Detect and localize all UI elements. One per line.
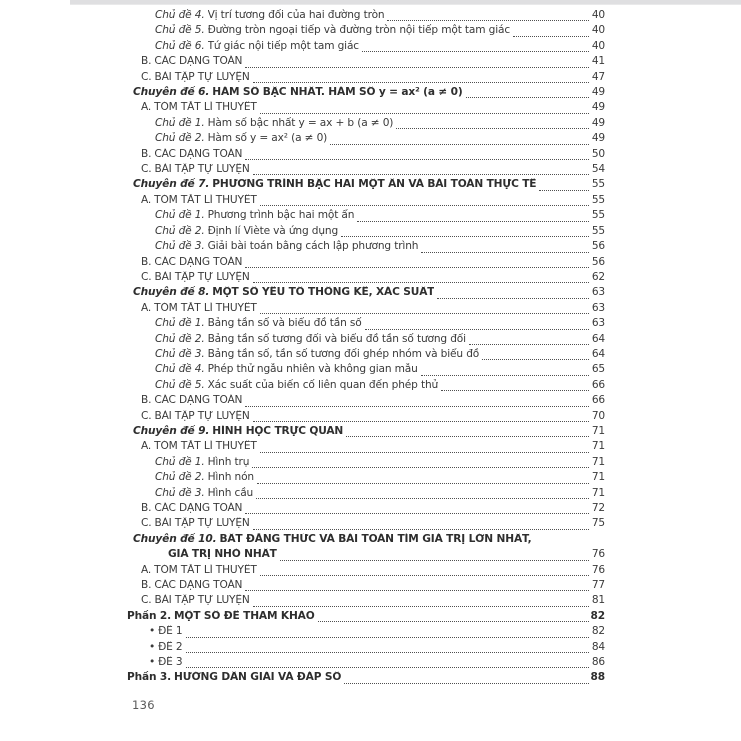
dotted-leader bbox=[260, 302, 589, 317]
dotted-leader bbox=[280, 548, 589, 563]
dotted-leader bbox=[260, 194, 589, 209]
toc-entry bbox=[127, 286, 605, 301]
toc-entry-title: Đường tròn ngoại tiếp và đường tròn nội tiếp một tam giác bbox=[207, 24, 511, 37]
footer-page-number: 136 bbox=[132, 698, 155, 712]
toc-entry bbox=[127, 317, 605, 332]
dotted-leader bbox=[396, 117, 589, 132]
dotted-leader bbox=[253, 410, 589, 425]
toc-entry bbox=[127, 333, 605, 348]
toc-entry-title: Bảng tần số, tần số tương đối ghép nhóm và biểu đồ bbox=[207, 347, 480, 360]
toc-entry-label: A. bbox=[141, 193, 152, 206]
toc-entry-page-number: 55 bbox=[591, 178, 605, 191]
toc-entry bbox=[127, 163, 605, 178]
toc-entry-label: Phần 3. bbox=[127, 671, 172, 684]
toc-entry bbox=[127, 656, 605, 671]
dotted-leader bbox=[186, 641, 589, 656]
toc-entry-title: ĐỀ 1 bbox=[158, 625, 183, 638]
toc-entry-title: BẤT ĐẲNG THỨC VÀ BÀI TOÁN TÌM GIÁ TRỊ LỚN NHẤT, bbox=[219, 532, 532, 545]
toc-entry-page-number: 40 bbox=[591, 39, 605, 52]
toc-entry-title: CÁC DẠNG TOÁN bbox=[154, 502, 243, 514]
toc-entry-label: Chủ đề 2. bbox=[155, 224, 205, 237]
dotted-leader bbox=[365, 317, 589, 332]
toc-entry-label: Chủ đề 3. bbox=[155, 347, 205, 360]
toc-entry bbox=[127, 363, 605, 378]
dotted-leader bbox=[421, 363, 589, 378]
toc-entry bbox=[127, 502, 605, 517]
toc-entry-label: A. bbox=[141, 440, 152, 453]
toc-entry-page-number: 76 bbox=[591, 548, 605, 561]
toc-entry-page-number: 75 bbox=[591, 517, 605, 530]
toc-entry bbox=[127, 471, 605, 486]
toc-entry bbox=[127, 517, 605, 532]
toc-entry bbox=[127, 641, 605, 656]
toc-entry-page-number: 86 bbox=[591, 656, 605, 669]
toc-entry bbox=[127, 440, 605, 455]
toc-entry-title: CÁC DẠNG TOÁN bbox=[154, 579, 243, 592]
toc-entry bbox=[127, 194, 605, 209]
toc-entry-page-number: 77 bbox=[591, 579, 605, 592]
dotted-leader bbox=[362, 40, 589, 55]
toc-entry-page-number: 41 bbox=[591, 55, 605, 68]
toc-entry-title: Hình cầu bbox=[207, 486, 254, 499]
dotted-leader bbox=[318, 610, 589, 625]
dotted-leader bbox=[253, 71, 589, 86]
toc-entry-label: Chủ đề 6. bbox=[155, 39, 205, 52]
dotted-leader bbox=[186, 656, 589, 671]
toc-entry-label: Phần 2. bbox=[127, 609, 172, 622]
toc-entry-page-number: 54 bbox=[591, 163, 605, 176]
toc-entry-title: Bảng tần số tương đối và biểu đồ tần số tương đối bbox=[207, 332, 466, 345]
toc-entry-title: HƯỚNG DẪN GIẢI VÀ ĐÁP SỐ bbox=[174, 671, 342, 684]
dotted-leader bbox=[245, 394, 589, 409]
toc-entry-title: GIÁ TRỊ NHỎ NHẤT bbox=[168, 548, 277, 561]
toc-entry-title: Định lí Viète và ứng dụng bbox=[207, 224, 339, 237]
dotted-leader bbox=[186, 625, 589, 640]
toc-entry-label: B. bbox=[141, 55, 152, 68]
toc-entry bbox=[127, 302, 605, 317]
dotted-leader bbox=[256, 487, 589, 502]
toc-entry bbox=[127, 9, 605, 24]
toc-entry-title: MỘT SỐ YẾU TỐ THỐNG KÊ, XÁC SUẤT bbox=[212, 286, 435, 299]
toc-entry-title: Bảng tần số và biểu đồ tần số bbox=[207, 317, 362, 330]
toc-entry-label: Chủ đề 1. bbox=[155, 209, 205, 222]
toc-entry bbox=[127, 579, 605, 594]
toc-entry-title: TÓM TẮT LÍ THUYẾT bbox=[154, 101, 257, 114]
toc-entry-title: HÌNH HỌC TRỰC QUAN bbox=[212, 424, 344, 437]
toc-entry-label: Chủ đề 5. bbox=[155, 378, 205, 391]
toc-entry-page-number: 47 bbox=[591, 70, 605, 83]
toc-entry-title: BÀI TẬP TỰ LUYỆN bbox=[154, 270, 250, 283]
toc-entry bbox=[127, 117, 605, 132]
toc-entry bbox=[127, 71, 605, 86]
dotted-leader bbox=[346, 425, 589, 440]
toc-entry-page-number: 70 bbox=[591, 409, 605, 422]
toc-entry-label: Chủ đề 1. bbox=[155, 317, 205, 330]
toc-entry-label: A. bbox=[141, 301, 152, 314]
toc-entry bbox=[127, 671, 605, 686]
toc-entry-page-number: 72 bbox=[591, 502, 605, 514]
dotted-leader bbox=[469, 333, 589, 348]
toc-entry-label: Chuyên đề 7. bbox=[133, 178, 210, 191]
toc-entry bbox=[127, 594, 605, 609]
toc-entry-page-number: 56 bbox=[591, 240, 605, 253]
toc-entry-label: Chủ đề 1. bbox=[155, 455, 205, 468]
toc-entry-label: • bbox=[149, 656, 156, 669]
toc-entry-label: C. bbox=[141, 270, 152, 283]
toc-entry-label: Chủ đề 2. bbox=[155, 332, 205, 345]
toc-entry-page-number: 84 bbox=[591, 640, 605, 653]
dotted-leader bbox=[253, 163, 589, 178]
toc-entry-label: C. bbox=[141, 163, 152, 176]
toc-entry-page-number: 62 bbox=[591, 270, 605, 283]
toc-entry-title: CÁC DẠNG TOÁN bbox=[154, 255, 243, 268]
dotted-leader bbox=[330, 132, 589, 147]
toc-entry-label: Chủ đề 4. bbox=[155, 9, 205, 21]
toc-entry bbox=[127, 240, 605, 255]
toc-entry-title: MỘT SỐ ĐỀ THAM KHẢO bbox=[174, 609, 315, 622]
toc-entry-label: C. bbox=[141, 70, 152, 83]
dotted-leader bbox=[344, 671, 589, 686]
toc-entry bbox=[127, 132, 605, 147]
toc-entry bbox=[127, 348, 605, 363]
dotted-leader bbox=[253, 594, 589, 609]
toc-entry-page-number: 82 bbox=[591, 625, 605, 638]
toc-entry-label: Chuyên đề 8. bbox=[133, 286, 210, 299]
toc-entry-title: BÀI TẬP TỰ LUYỆN bbox=[154, 594, 250, 607]
toc-entry bbox=[127, 379, 605, 394]
toc-entry-label: • bbox=[149, 640, 156, 653]
dotted-leader bbox=[245, 502, 589, 517]
toc-entry-label: B. bbox=[141, 147, 152, 160]
toc-entry-page-number: 64 bbox=[591, 347, 605, 360]
toc-entry-label: B. bbox=[141, 579, 152, 592]
toc-entry-label: Chủ đề 3. bbox=[155, 486, 205, 499]
toc-entry-label: Chủ đề 2. bbox=[155, 471, 205, 484]
toc-entry-title: Phép thử ngẫu nhiên và không gian mẫu bbox=[207, 363, 418, 376]
toc-entry-page-number: 55 bbox=[591, 209, 605, 222]
toc-entry-page-number: 49 bbox=[591, 86, 605, 99]
toc-entry-title: ĐỀ 2 bbox=[158, 640, 183, 653]
dotted-leader bbox=[245, 148, 589, 163]
toc-entry-page-number: 49 bbox=[591, 116, 605, 129]
toc-entry-title: TÓM TẮT LÍ THUYẾT bbox=[154, 440, 257, 453]
toc-entry-label: B. bbox=[141, 255, 152, 268]
dotted-leader bbox=[253, 271, 589, 286]
toc-entry-page-number: 55 bbox=[591, 224, 605, 237]
toc-entry-page-number: 71 bbox=[591, 486, 605, 499]
toc-entry-title: Hình nón bbox=[207, 471, 254, 484]
toc-entry-label: • bbox=[149, 625, 156, 638]
dotted-leader bbox=[539, 178, 589, 193]
toc-entry-label: Chuyên đề 6. bbox=[133, 86, 210, 99]
toc-entry-label: Chuyên đề 10. bbox=[133, 532, 217, 545]
dotted-leader bbox=[245, 256, 589, 271]
toc-entry bbox=[127, 40, 605, 55]
toc-entry-page-number: 40 bbox=[591, 24, 605, 37]
toc-entry-title: TÓM TẮT LÍ THUYẾT bbox=[154, 301, 257, 314]
dotted-leader bbox=[245, 579, 589, 594]
toc-entry-page-number: 82 bbox=[590, 609, 605, 622]
dotted-leader bbox=[466, 86, 589, 101]
toc-entry bbox=[127, 225, 605, 240]
dotted-leader bbox=[260, 101, 589, 116]
toc-entry-continuation bbox=[127, 548, 605, 563]
toc-entry-label: C. bbox=[141, 594, 152, 607]
toc-entry-page-number: 81 bbox=[591, 594, 605, 607]
toc-entry-page-number: 64 bbox=[591, 332, 605, 345]
toc-entry-title: BÀI TẬP TỰ LUYỆN bbox=[154, 517, 250, 530]
toc-entry-title: BÀI TẬP TỰ LUYỆN bbox=[154, 163, 250, 176]
toc-entry bbox=[127, 533, 605, 548]
toc-entry-title: HÀM SỐ BẬC NHẤT. HÀM SỐ y = ax² (a ≠ 0) bbox=[212, 86, 463, 99]
dotted-leader bbox=[253, 517, 589, 532]
dotted-leader bbox=[421, 240, 589, 255]
toc-entry bbox=[127, 394, 605, 409]
dotted-leader bbox=[260, 564, 589, 579]
toc-entry-title: Phương trình bậc hai một ẩn bbox=[207, 209, 355, 222]
toc-entry-label: A. bbox=[141, 101, 152, 114]
toc-entry-label: B. bbox=[141, 394, 152, 407]
toc-entry-title: BÀI TẬP TỰ LUYỆN bbox=[154, 409, 250, 422]
toc-entry bbox=[127, 209, 605, 224]
toc-entry bbox=[127, 410, 605, 425]
toc-entry-label: Chủ đề 4. bbox=[155, 363, 205, 376]
toc-entry-title: Vị trí tương đối của hai đường tròn bbox=[207, 9, 385, 21]
toc-entry bbox=[127, 425, 605, 440]
toc-entry bbox=[127, 256, 605, 271]
dotted-leader bbox=[257, 471, 589, 486]
toc-entry-label: B. bbox=[141, 502, 152, 514]
dotted-leader bbox=[437, 286, 589, 301]
toc-entry-title: ĐỀ 3 bbox=[158, 656, 183, 669]
toc-entry-label: A. bbox=[141, 563, 152, 576]
toc-entry bbox=[127, 86, 605, 101]
toc-entry-page-number: 50 bbox=[591, 147, 605, 160]
toc-entry-label: Chủ đề 3. bbox=[155, 240, 205, 253]
toc-entry bbox=[127, 625, 605, 640]
toc-entry-page-number: 40 bbox=[591, 9, 605, 21]
dotted-leader bbox=[441, 379, 589, 394]
toc-entry-page-number: 63 bbox=[591, 301, 605, 314]
dotted-leader bbox=[387, 9, 589, 24]
toc-entry-page-number: 71 bbox=[591, 471, 605, 484]
toc-entry-title: PHƯƠNG TRÌNH BẬC HAI MỘT ẨN VÀ BÀI TOÁN THỰC TẾ bbox=[212, 178, 537, 191]
toc-entry-title: TÓM TẮT LÍ THUYẾT bbox=[154, 193, 257, 206]
dotted-leader bbox=[260, 440, 589, 455]
toc-entry-title: Hàm số bậc nhất y = ax + b (a ≠ 0) bbox=[207, 116, 394, 129]
toc-entry-title: Hàm số y = ax² (a ≠ 0) bbox=[207, 132, 328, 145]
toc-entry bbox=[127, 456, 605, 471]
toc-entry-title: Hình trụ bbox=[207, 455, 250, 468]
toc-entry-title: CÁC DẠNG TOÁN bbox=[154, 147, 243, 160]
dotted-leader bbox=[341, 225, 589, 240]
toc-entry-title: BÀI TẬP TỰ LUYỆN bbox=[154, 70, 250, 83]
toc-entry-title: Tứ giác nội tiếp một tam giác bbox=[207, 39, 359, 52]
toc-entry-label: C. bbox=[141, 409, 152, 422]
toc-entry-label: C. bbox=[141, 517, 152, 530]
toc-entry bbox=[127, 564, 605, 579]
toc-entry-page-number: 56 bbox=[591, 255, 605, 268]
dotted-leader bbox=[252, 456, 589, 471]
toc-entry-page-number: 88 bbox=[590, 671, 605, 684]
toc-entry-label: Chuyên đề 9. bbox=[133, 424, 210, 437]
toc-entry-page-number: 71 bbox=[591, 440, 605, 453]
toc-entry bbox=[127, 178, 605, 193]
toc-entry-title: CÁC DẠNG TOÁN bbox=[154, 394, 243, 407]
toc-entry-title: Xác suất của biến cố liên quan đến phép thử bbox=[207, 378, 439, 391]
toc-entry-title: TÓM TẮT LÍ THUYẾT bbox=[154, 563, 257, 576]
dotted-leader bbox=[357, 209, 589, 224]
dotted-leader bbox=[513, 24, 589, 39]
toc-entry-label: Chủ đề 5. bbox=[155, 24, 205, 37]
toc-entry-page-number: 55 bbox=[591, 193, 605, 206]
toc-entry bbox=[127, 55, 605, 70]
toc-entry-page-number: 76 bbox=[591, 563, 605, 576]
toc-entry-title: Giải bài toán bằng cách lập phương trình bbox=[207, 240, 419, 253]
toc-entry-label: Chủ đề 1. bbox=[155, 116, 205, 129]
toc-entry-page-number: 65 bbox=[591, 363, 605, 376]
toc-entry-page-number: 63 bbox=[591, 286, 605, 299]
page-scan-top-edge bbox=[70, 0, 741, 5]
toc-entry-title: CÁC DẠNG TOÁN bbox=[154, 55, 243, 68]
toc-entry bbox=[127, 610, 605, 625]
toc-entry-page-number: 66 bbox=[591, 378, 605, 391]
toc-entry-page-number: 71 bbox=[591, 424, 605, 437]
toc-entry bbox=[127, 148, 605, 163]
toc-entry bbox=[127, 24, 605, 39]
toc-entry bbox=[127, 487, 605, 502]
dotted-leader bbox=[482, 348, 589, 363]
toc-entry bbox=[127, 101, 605, 116]
toc-entry bbox=[127, 271, 605, 286]
toc-entry-page-number: 49 bbox=[591, 101, 605, 114]
toc-entry-page-number: 63 bbox=[591, 317, 605, 330]
toc-entry-page-number: 66 bbox=[591, 394, 605, 407]
toc-entry-page-number: 49 bbox=[591, 132, 605, 145]
dotted-leader bbox=[245, 55, 589, 70]
toc-entry-label: Chủ đề 2. bbox=[155, 132, 205, 145]
toc-entry-page-number: 71 bbox=[591, 455, 605, 468]
table-of-contents bbox=[127, 9, 605, 687]
